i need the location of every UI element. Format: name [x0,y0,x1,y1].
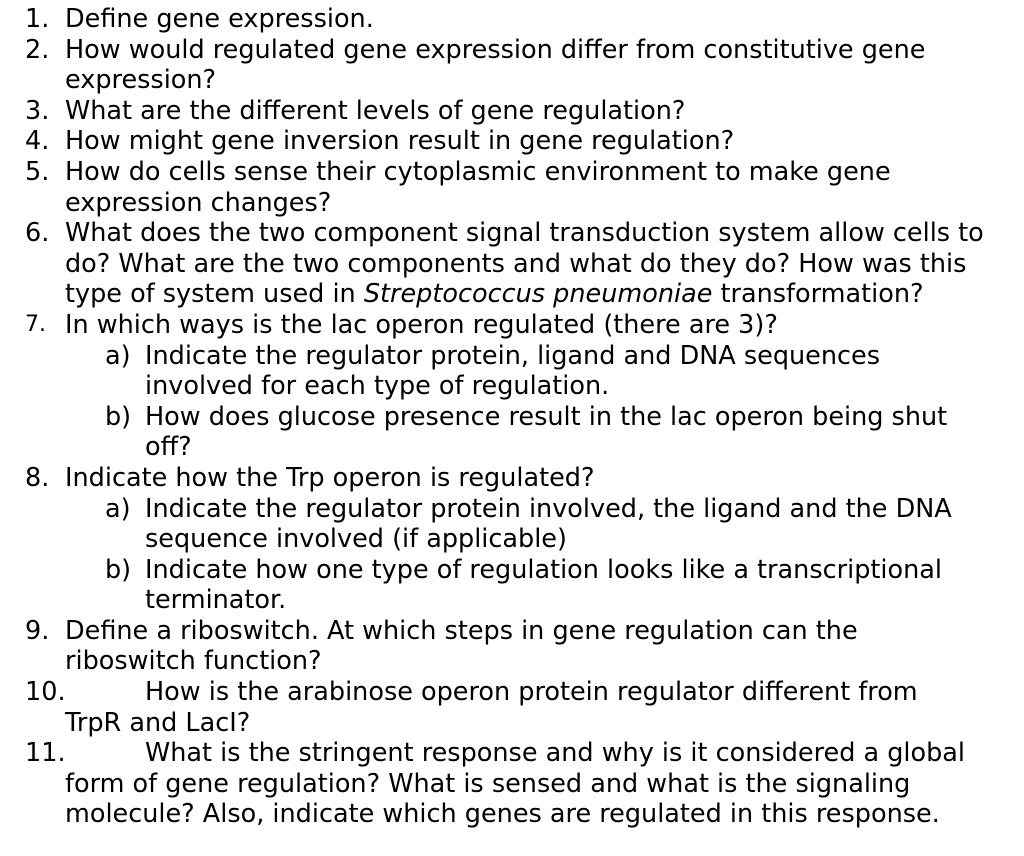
species-name: Streptococcus pneumoniae [363,279,713,310]
sub-question-label: a) [105,340,131,371]
question-1 [0,4,1024,35]
question-text: What are the different levels of gene regulation? [65,95,686,126]
sub-question-8a [105,494,1024,555]
sub-question-text: Indicate how one type of regulation looks like a transcriptional terminator. [145,554,942,616]
question-first-line [25,738,1024,769]
sub-question-8b [105,555,1024,616]
question-7 [0,310,1024,341]
question-number: 2. [25,34,50,65]
question-number: 3. [25,95,50,126]
question-number: 7. [25,311,46,337]
question-first-line [25,677,1024,708]
question-number: 11. [25,738,66,769]
sub-question-7b [105,402,1024,463]
question-number: 4. [25,126,50,157]
question-4 [0,126,1024,157]
question-text: How do cells sense their cytoplasmic environment to make gene expression changes? [65,156,891,218]
question-text: How is the arabinose operon protein regulator different from [145,677,918,708]
question-text [65,218,1020,310]
question-text: How would regulated gene expression differ from constitutive gene expression? [65,34,926,96]
question-text-continued: form of gene regulation? What is sensed and what is the signaling molecule? Also, indicate which genes are regulated in this response. [65,768,940,830]
question-11 [25,738,1024,830]
question-number: 8. [25,462,50,493]
question-number: 1. [25,4,50,34]
sub-question-label: a) [105,493,131,524]
question-text: In which ways is the lac operon regulated (there are 3)? [65,309,778,340]
question-text: What is the stringent response and why is it considered a global [145,738,966,769]
sub-question-label: b) [105,554,132,585]
sub-question-7a [105,341,1024,402]
question-number: 9. [25,615,50,646]
question-text-continued: TrpR and LacI? [65,707,251,738]
sub-question-text: How does glucose presence result in the lac operon being shut off? [145,401,948,463]
question-9 [0,616,1024,677]
question-number: 10. [25,677,66,708]
question-text: Define a riboswitch. At which steps in gene regulation can the riboswitch function? [65,615,858,677]
question-text-part: transformation? [712,279,924,310]
question-text: How might gene inversion result in gene regulation? [65,126,735,157]
question-text: Indicate how the Trp operon is regulated? [65,462,595,493]
question-6 [0,218,1024,310]
question-2 [0,35,1024,96]
question-3 [0,96,1024,127]
question-number: 6. [25,218,50,249]
question-number: 5. [25,156,50,187]
question-text-part: What does the two component signal transduction system allow cells to do? What are the two components and what do they do? How was this type of system used in [65,218,984,310]
question-text: Define gene expression. [65,4,374,34]
sub-question-text: Indicate the regulator protein involved, the ligand and the DNA sequence involved (if applicable) [145,493,952,555]
question-10 [25,677,1024,738]
question-8 [0,463,1024,494]
sub-question-label: b) [105,401,132,432]
sub-question-text: Indicate the regulator protein, ligand and DNA sequences involved for each type of regulation. [145,340,881,402]
question-5 [0,157,1024,218]
